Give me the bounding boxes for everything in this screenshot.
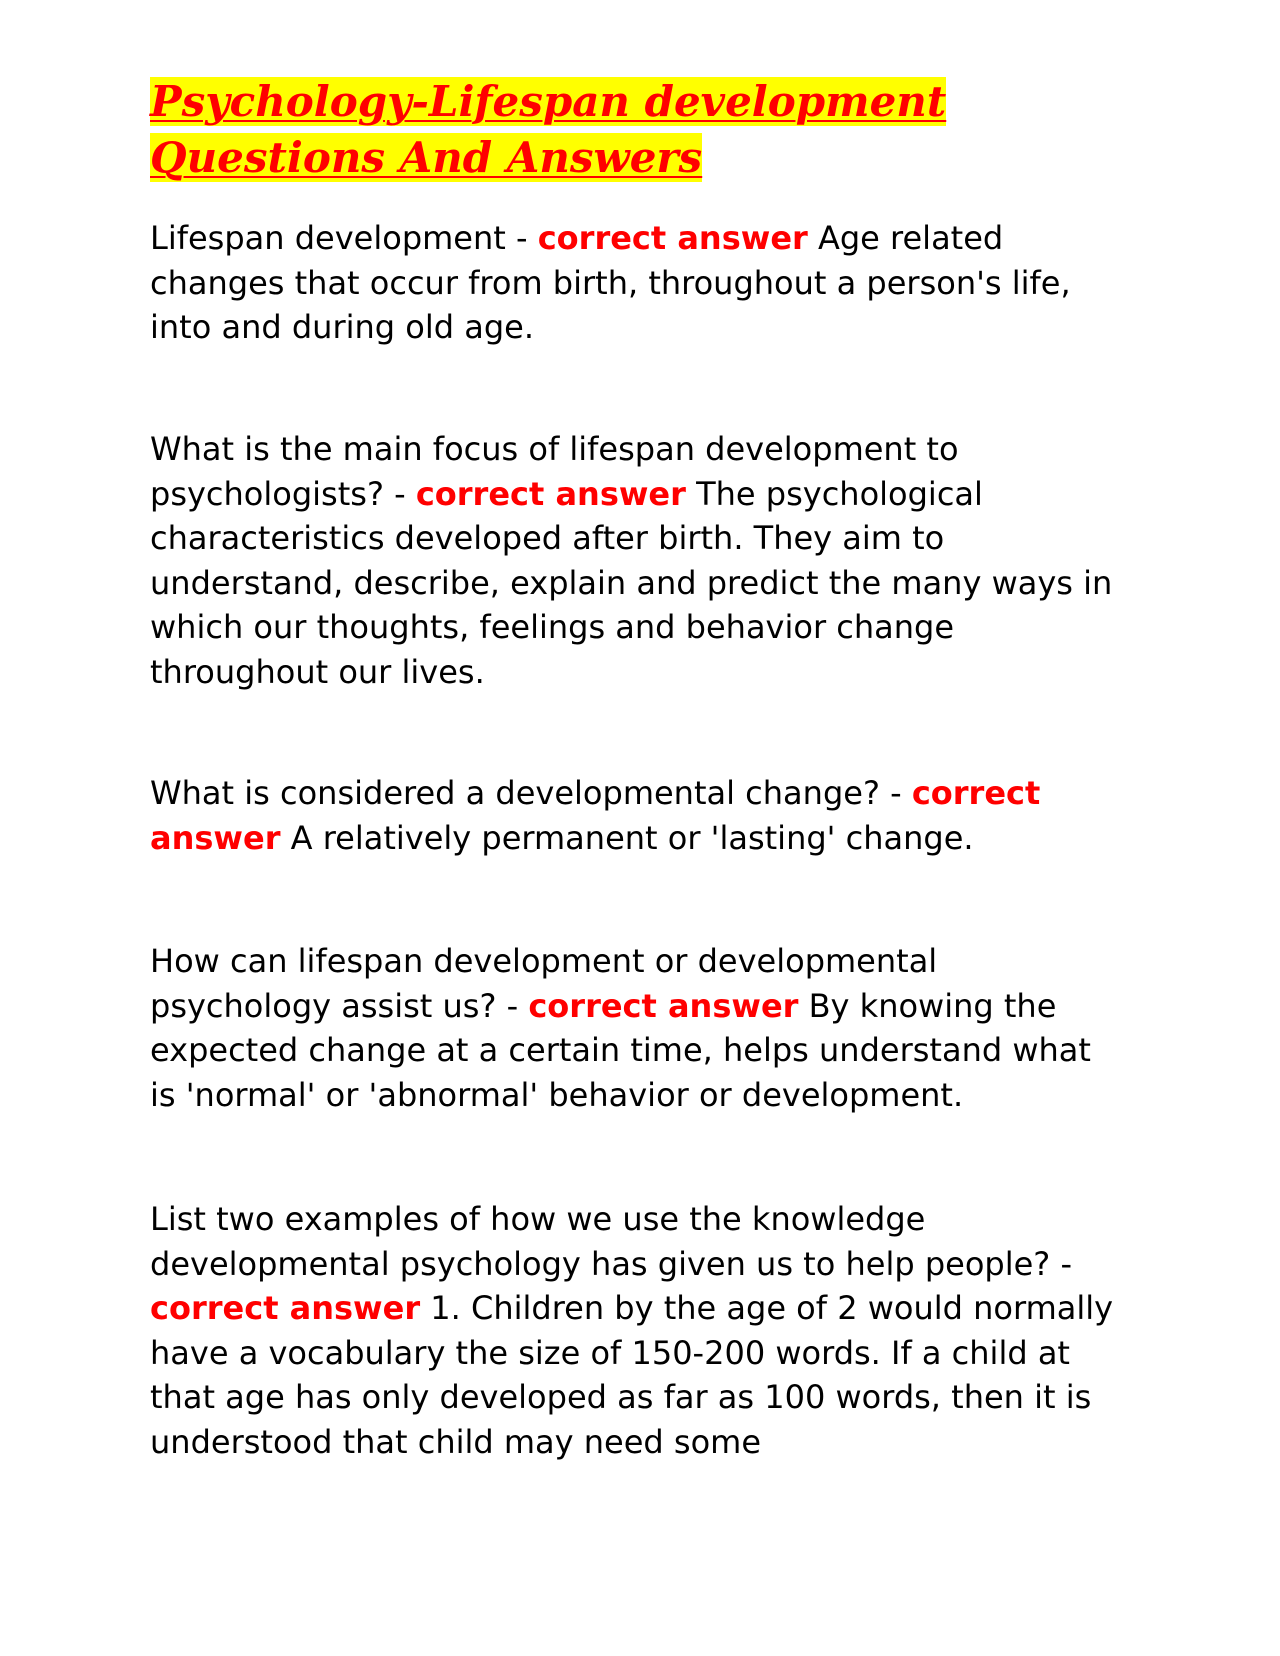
correct-answer-marker: correct answer: [528, 986, 799, 1025]
title-highlight: Psychology-Lifespan development Questions And Answers: [150, 77, 947, 182]
answer-text: 1. Children by the age of 2 would normally have a vocabulary the size of 150-200 words. If a child at that age has only developed as far as 100 words, then it is understood that child may need some: [150, 1289, 1114, 1461]
qa-entry: [150, 939, 1118, 1117]
question-text: What is considered a developmental change? -: [150, 774, 912, 812]
qa-entry: [150, 216, 1118, 350]
answer-text: Age related changes that occur from birth, throughout a person's life, into and during old age.: [150, 219, 1071, 347]
title-block: [150, 74, 1110, 186]
answer-text: A relatively permanent or 'lasting' change.: [290, 818, 974, 857]
question-text: What is the main focus of lifespan development to psychologists? -: [150, 430, 959, 513]
question-text: How can lifespan development or developmental psychology assist us? -: [150, 942, 938, 1025]
correct-answer-marker: correct answer: [150, 774, 1041, 857]
qa-entry: [150, 1197, 1118, 1465]
correct-answer-marker: correct answer: [415, 474, 686, 513]
answer-text: The psychological characteristics developed after birth. They aim to understand, describe, explain and predict the many ways in which our thoughts, feelings and behavior change throughout our lives.: [150, 474, 1113, 691]
question-text: Lifespan development -: [150, 219, 538, 257]
correct-answer-marker: correct answer: [150, 1289, 421, 1328]
qa-entry: [150, 771, 1118, 860]
question-text: List two examples of how we use the knowledge developmental psychology has given us to help people? -: [150, 1200, 1072, 1283]
qa-entry: [150, 427, 1118, 695]
correct-answer-marker: correct answer: [537, 219, 808, 257]
answer-text: By knowing the expected change at a certain time, helps understand what is 'normal' or 'abnormal' behavior or development.: [150, 986, 1091, 1114]
document-title: [150, 74, 1110, 186]
